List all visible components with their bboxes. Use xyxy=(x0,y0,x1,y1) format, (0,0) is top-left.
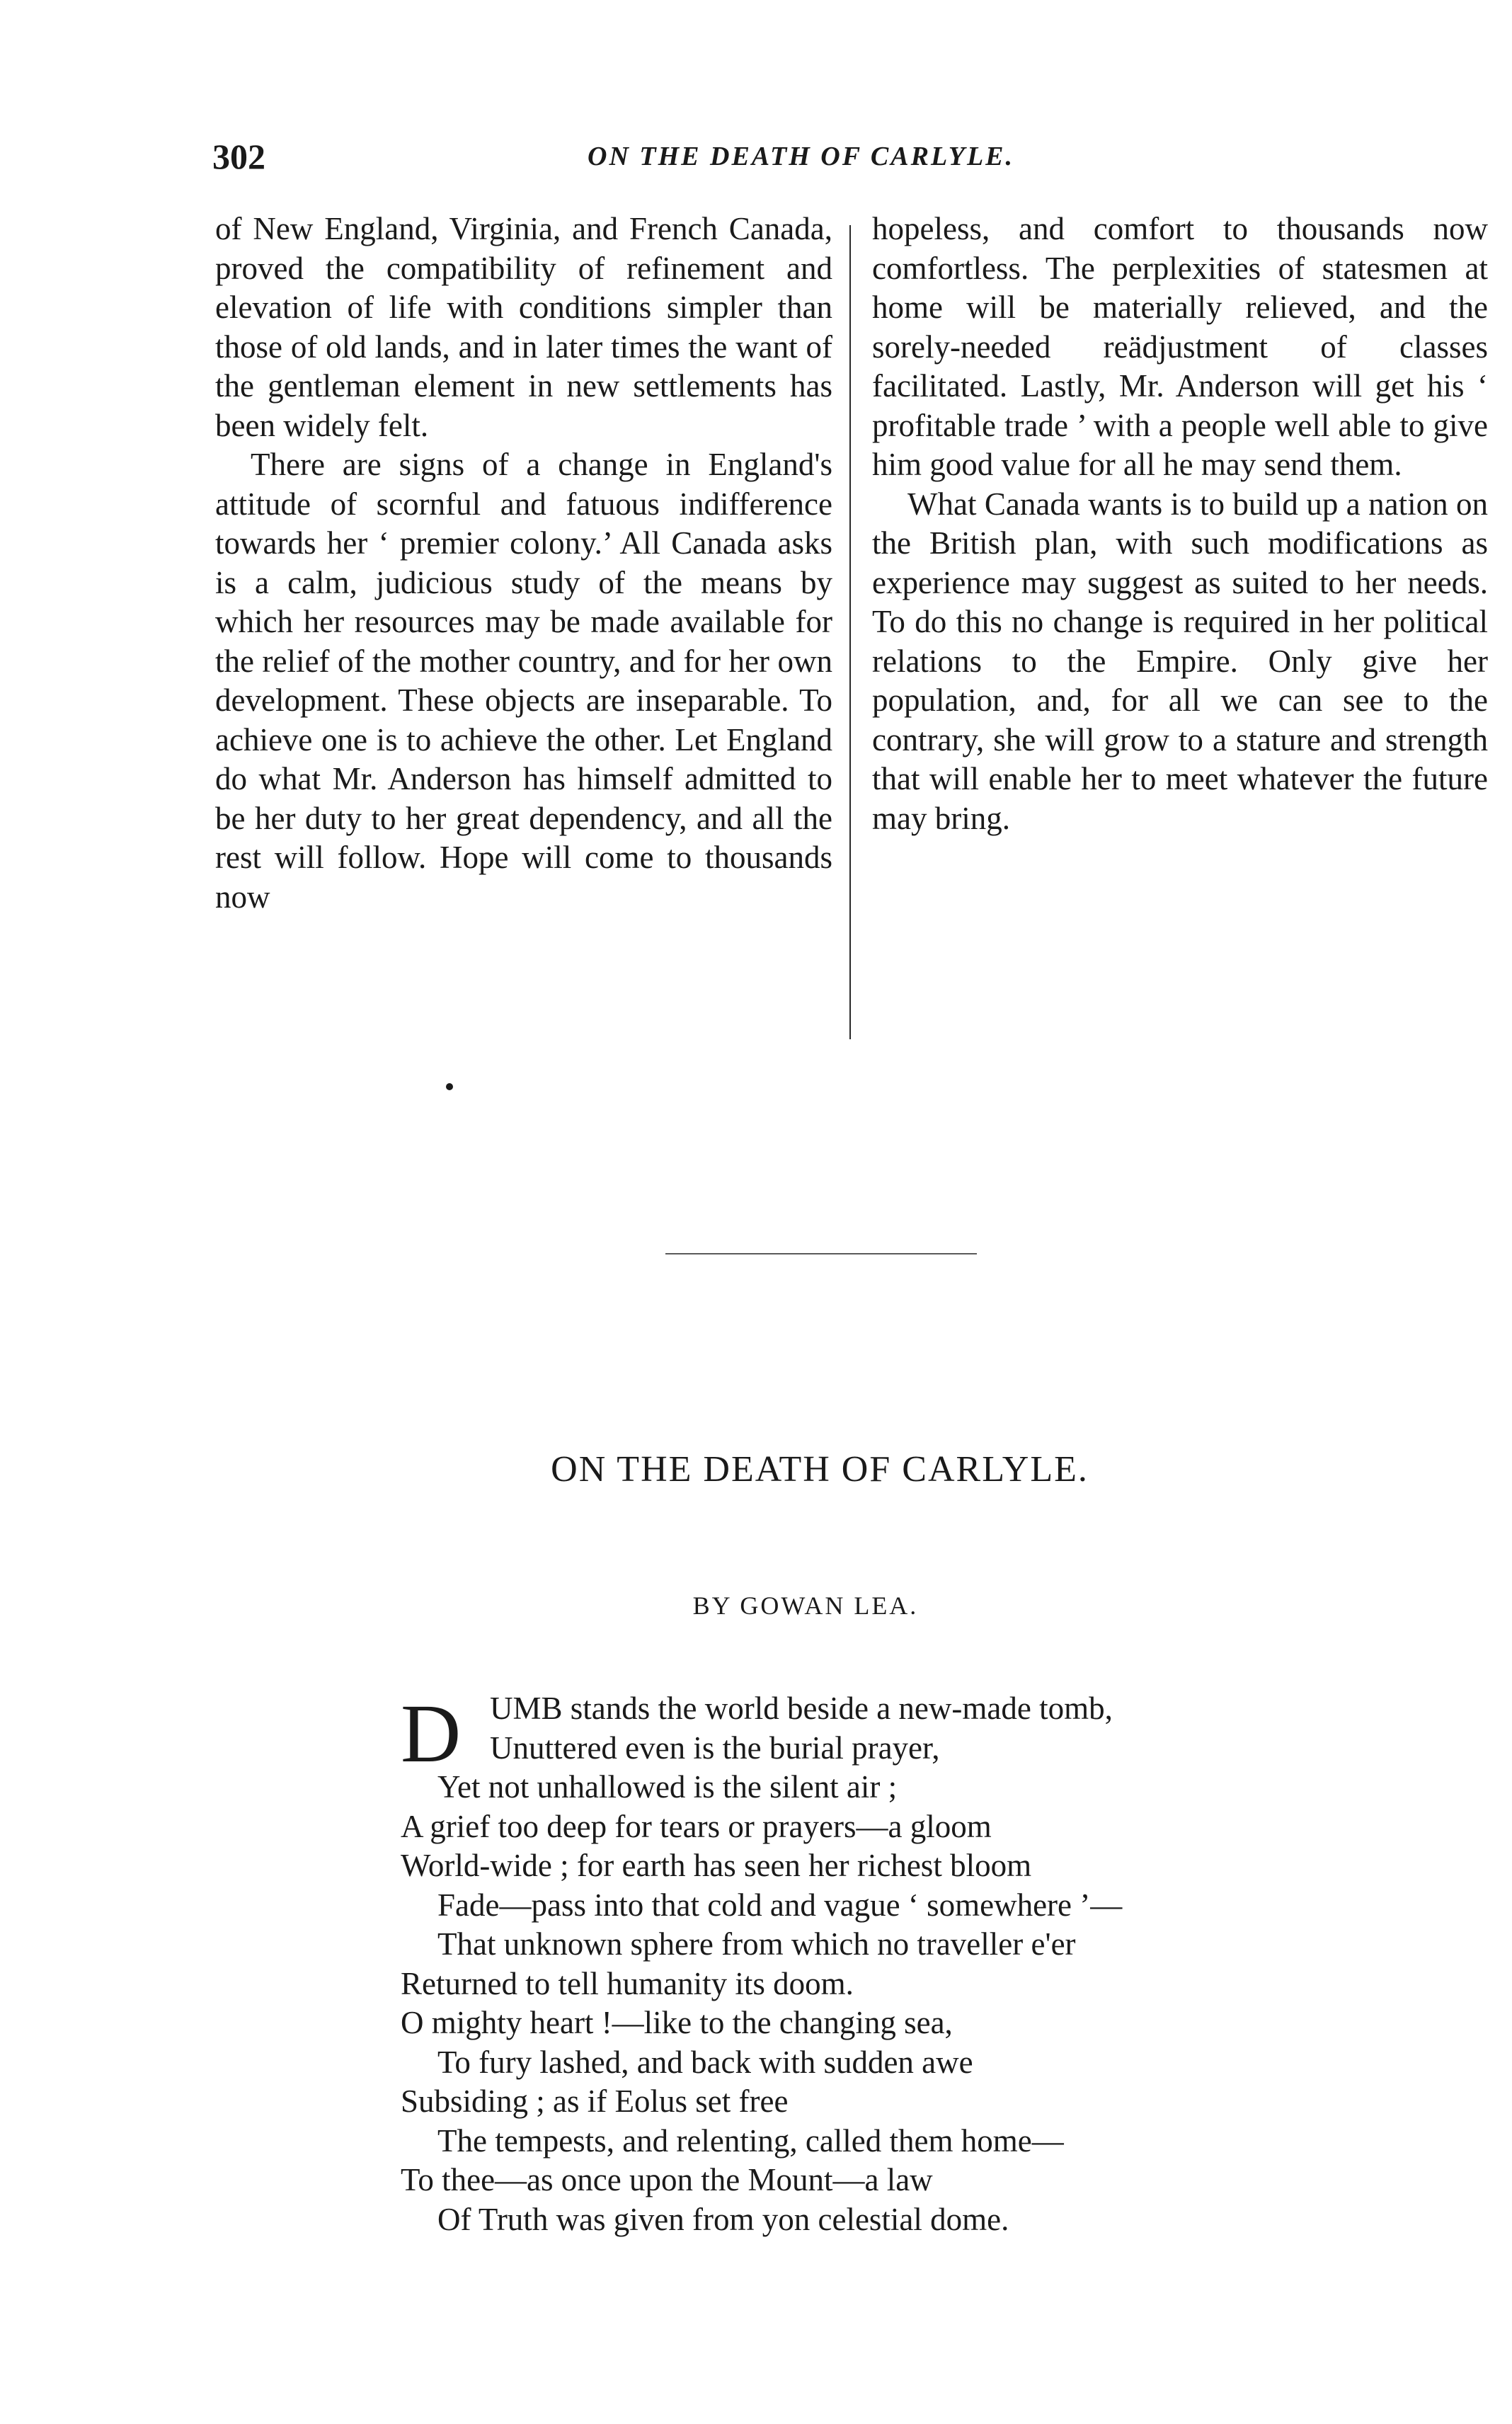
section-divider xyxy=(665,1253,977,1254)
poem-line-13: To thee—as once upon the Mount—a law xyxy=(401,2162,933,2197)
left-column xyxy=(215,210,832,917)
poem-line-11: Subsiding ; as if Eolus set free xyxy=(401,2083,789,2119)
poem-line-9: O mighty heart !—like to the changing sea, xyxy=(401,2005,953,2040)
poem-title: ON THE DEATH OF CARLYLE. xyxy=(551,1449,1089,1490)
poem-line-12: The tempests, and relenting, called them home— xyxy=(437,2122,1064,2159)
drop-cap: D xyxy=(401,1687,462,1780)
running-title: ON THE DEATH OF CARLYLE. xyxy=(588,142,1015,171)
poem-line-1: UMB stands the world beside a new-made tomb, xyxy=(490,1691,1113,1726)
poem-line-5: World-wide ; for earth has seen her richest bloom xyxy=(401,1848,1032,1883)
poem-line-10: To fury lashed, and back with sudden awe xyxy=(437,2044,973,2080)
poem-line-14: Of Truth was given from yon celestial dome. xyxy=(437,2201,1009,2237)
column-divider xyxy=(849,225,851,1039)
right-paragraph-2: What Canada wants is to build up a nation on the British plan, with such modifications as experience may suggest as suited to her needs. To do this no change is required in her political relations to the Empire. Only give her population, and, for all we can see to the contrary, she will grow to a stature and strength that will enable her to meet whatever the future may bring. xyxy=(872,486,1488,836)
printer-mark xyxy=(446,1083,453,1090)
poem-line-7: That unknown sphere from which no traveller e'er xyxy=(437,1926,1076,1962)
poem-line-3: Yet not unhallowed is the silent air ; xyxy=(437,1769,898,1805)
left-paragraph-2: There are signs of a change in England's attitude of scornful and fatuous indifference towards her ‘ premier colony.’ All Canada asks is a calm, judicious study of the means by which her resources may be made available for the relief of the mother country, and for her own development. These objects are inseparable. To achieve one is to achieve the other. Let England do what Mr. Anderson has himself admitted to be her duty to her great dependency, and all the rest will follow. Hope will come to thousands now xyxy=(215,447,832,915)
poem-byline: BY GOWAN LEA. xyxy=(692,1591,919,1620)
left-paragraph-1: of New England, Virginia, and French Canada, proved the compatibility of refinement and elevation of life with conditions simpler than those of old lands, and in later times the want of the gentleman element in new settlements has been widely felt. xyxy=(215,211,832,443)
poem-line-4: A grief too deep for tears or prayers—a gloom xyxy=(401,1808,992,1844)
right-paragraph-1: hopeless, and comfort to thousands now comfortless. The perplexities of statesmen at home will be materially relieved, and the sorely-needed reädjustment of classes facilitated. Lastly, Mr. Anderson will get his ‘ profitable trade ’ with a people well able to give him good value for all he may send them. xyxy=(872,211,1488,482)
poem-body xyxy=(401,1689,1462,2239)
poem-line-2: Unuttered even is the burial prayer, xyxy=(490,1730,940,1766)
poem-line-6: Fade—pass into that cold and vague ‘ somewhere ’— xyxy=(437,1887,1123,1923)
page-number: 302 xyxy=(212,137,265,176)
poem-line-8: Returned to tell humanity its doom. xyxy=(401,1965,854,2001)
right-column xyxy=(872,210,1488,838)
